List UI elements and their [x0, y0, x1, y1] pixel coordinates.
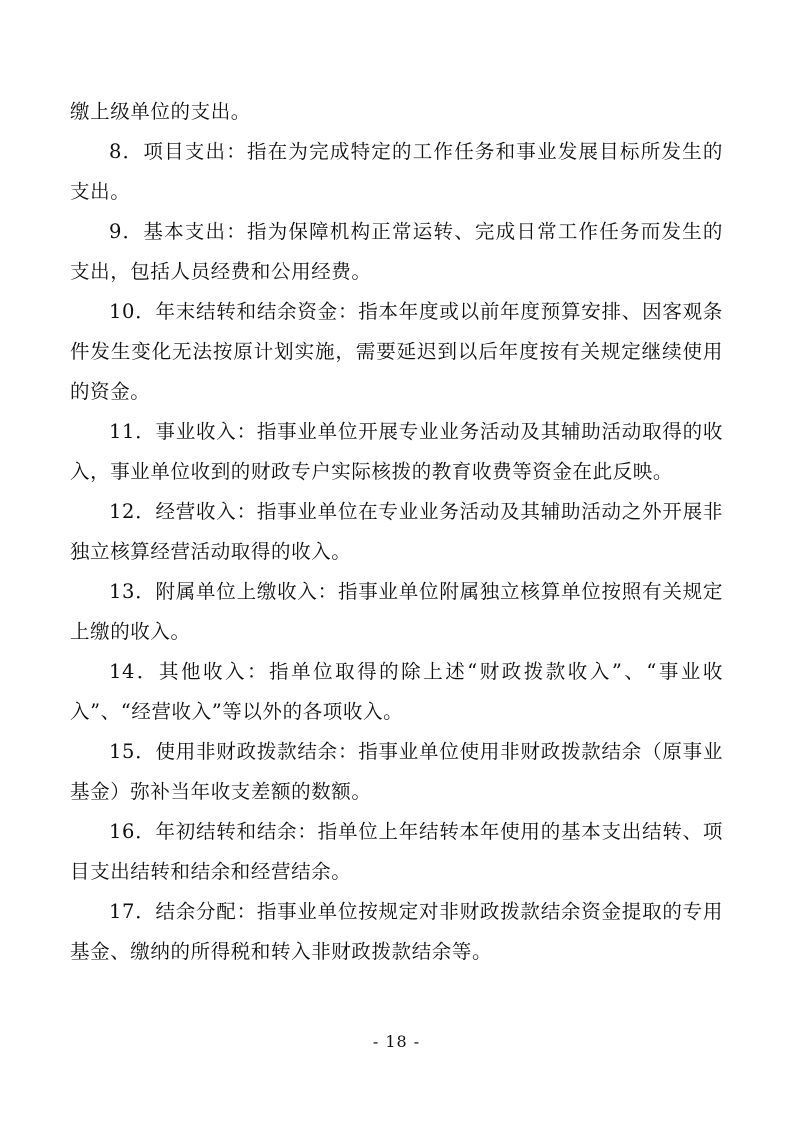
paragraph: 8．项目支出：指在为完成特定的工作任务和事业发展目标所发生的支出。	[70, 140, 723, 203]
paragraph: 12．经营收入：指事业单位在专业业务活动及其辅助活动之外开展非独立核算经营活动取得的收入。	[70, 500, 723, 563]
paragraph: 9．基本支出：指为保障机构正常运转、完成日常工作任务而发生的支出，包括人员经费和公用经费。	[70, 220, 723, 283]
paragraph: 14．其他收入：指单位取得的除上述“财政拨款收入”、“事业收入”、“经营收入”等以外的各项收入。	[70, 660, 723, 723]
page-number: - 18 -	[372, 1032, 421, 1051]
paragraph: 10．年末结转和结余资金：指本年度或以前年度预算安排、因客观条件发生变化无法按原计划实施，需要延迟到以后年度按有关规定继续使用的资金。	[70, 300, 723, 403]
paragraph: 15．使用非财政拨款结余：指事业单位使用非财政拨款结余（原事业基金）弥补当年收支差额的数额。	[70, 740, 723, 803]
paragraph: 17．结余分配：指事业单位按规定对非财政拨款结余资金提取的专用基金、缴纳的所得税和转入非财政拨款结余等。	[70, 900, 723, 963]
paragraph: 11．事业收入：指事业单位开展专业业务活动及其辅助活动取得的收入，事业单位收到的财政专户实际核拨的教育收费等资金在此反映。	[70, 420, 723, 483]
paragraph: 缴上级单位的支出。	[70, 100, 251, 123]
paragraph: 13．附属单位上缴收入：指事业单位附属独立核算单位按照有关规定上缴的收入。	[70, 580, 723, 643]
paragraph: 16．年初结转和结余：指单位上年结转本年使用的基本支出结转、项目支出结转和结余和经营结余。	[70, 820, 723, 883]
document-body	[70, 92, 723, 972]
